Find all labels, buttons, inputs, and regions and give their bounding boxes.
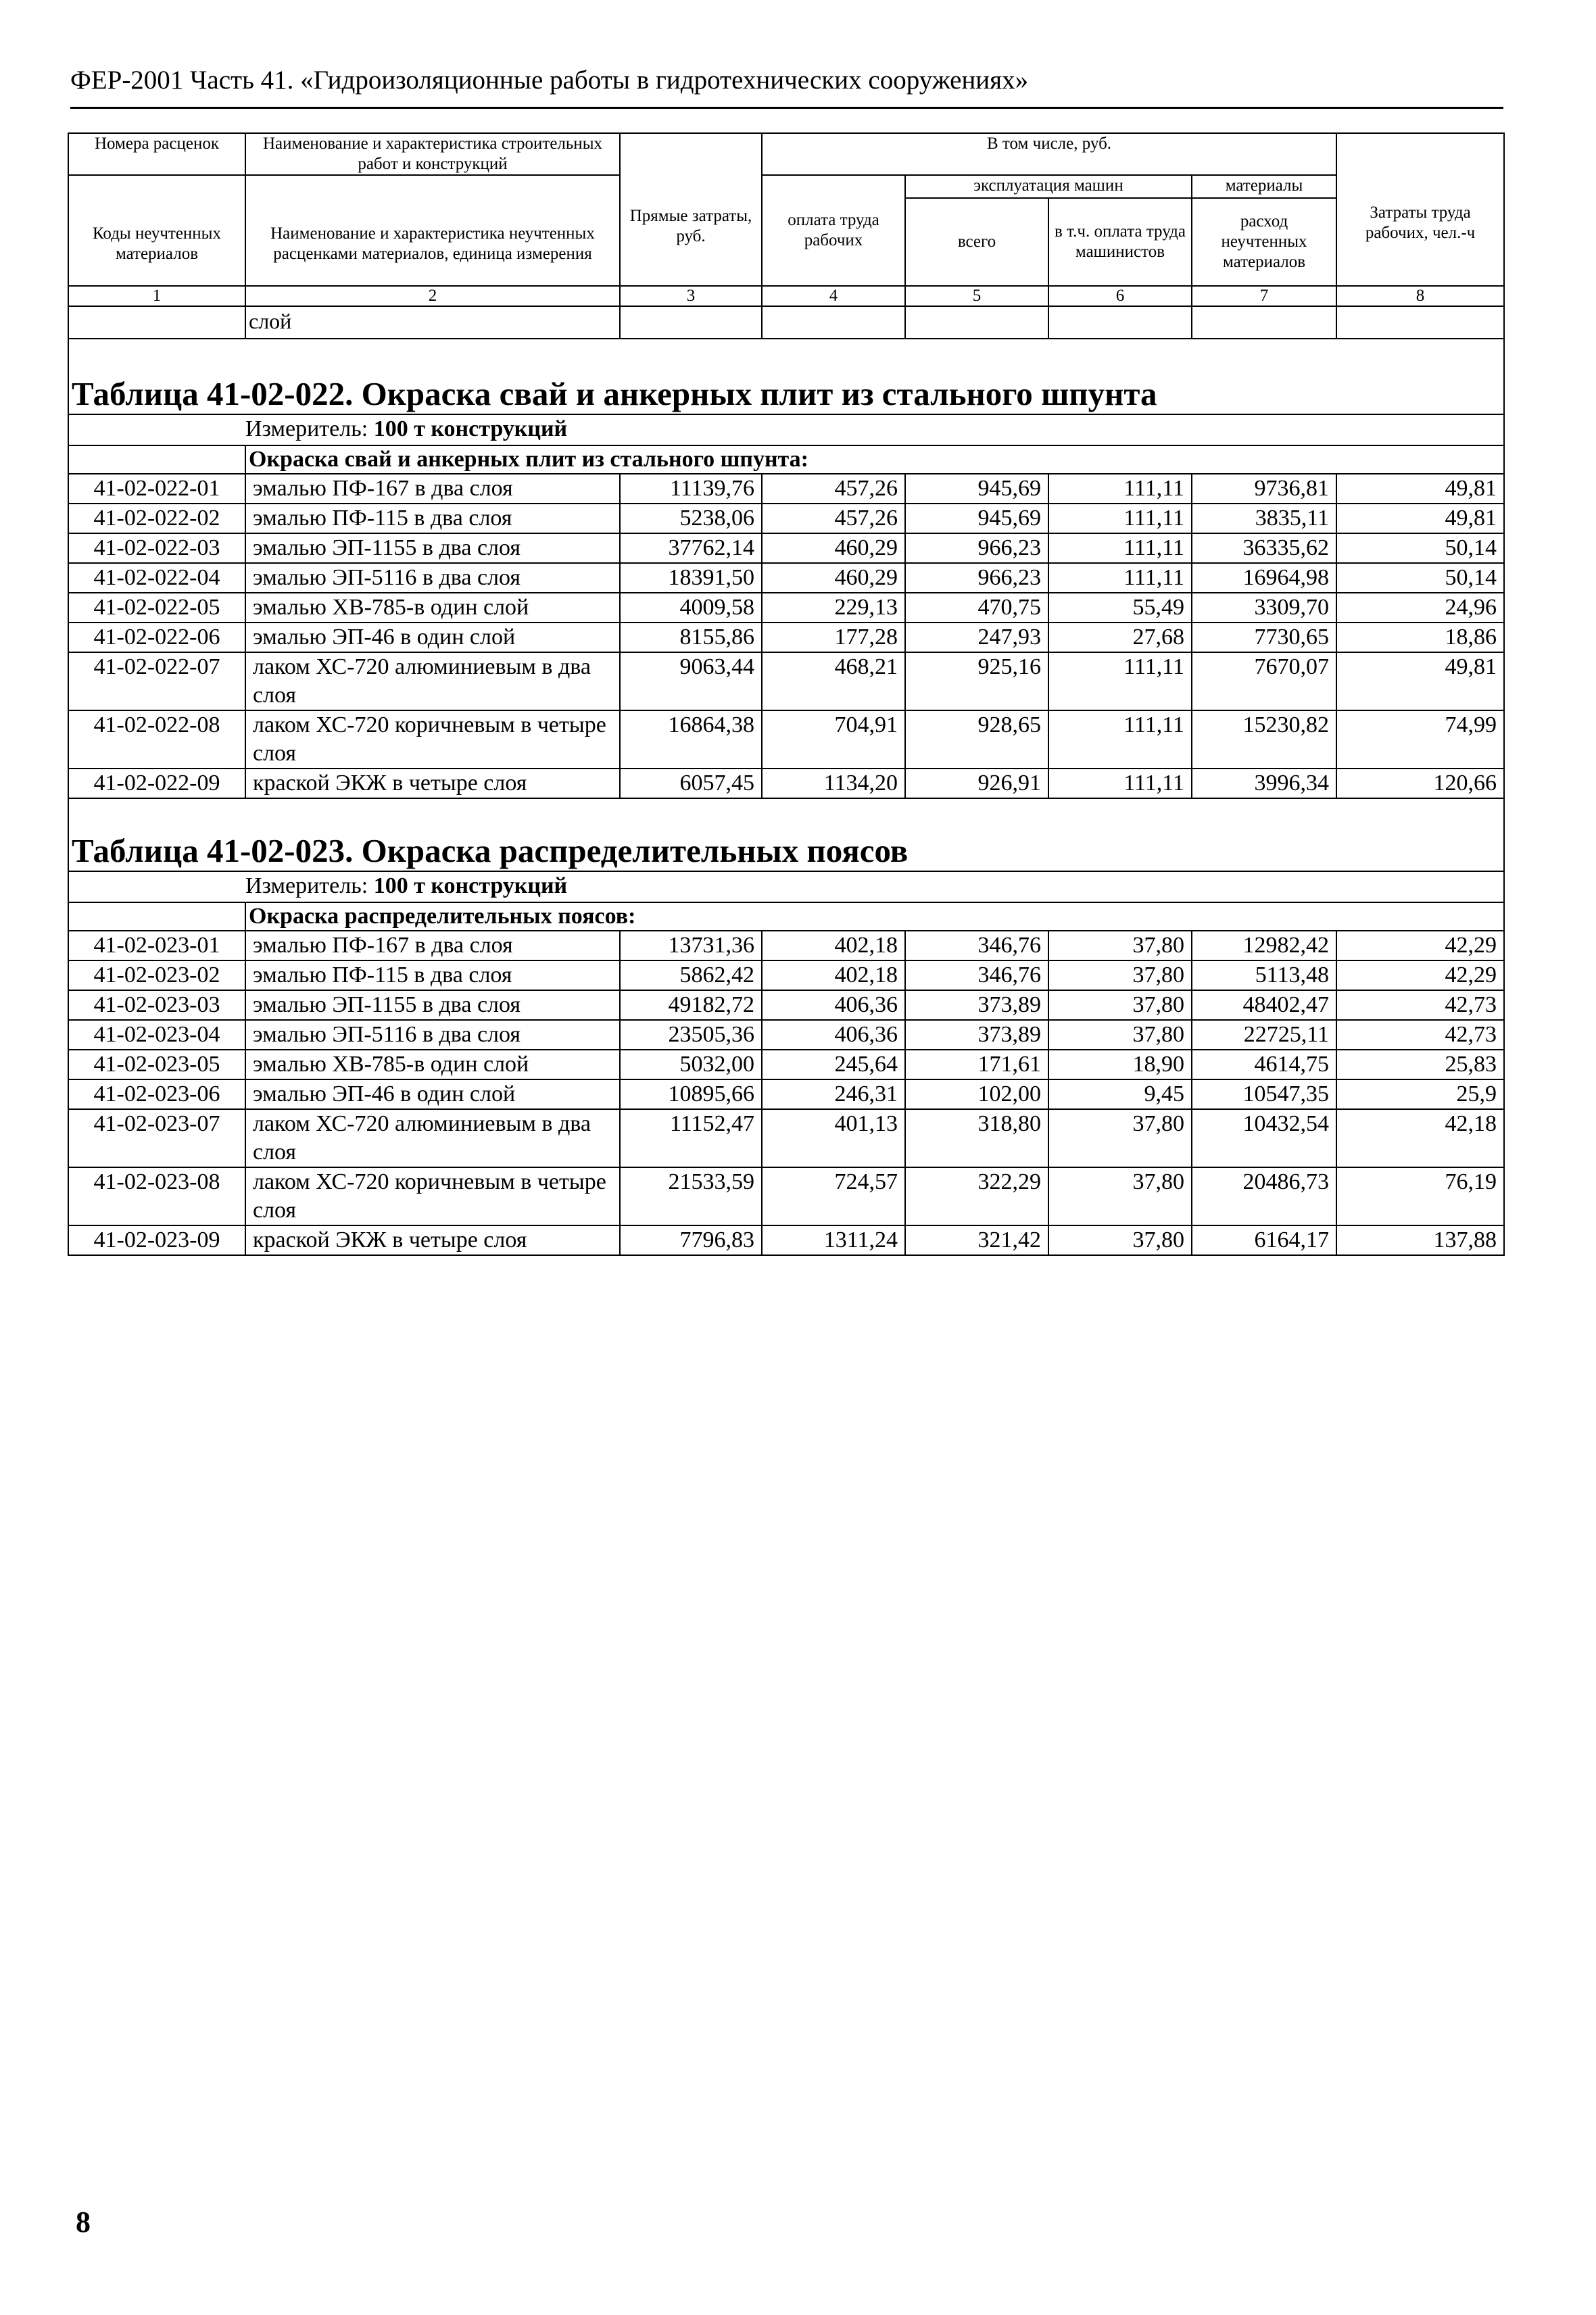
rate-code: 41-02-022-06 — [68, 623, 245, 652]
machines-total: 945,69 — [905, 474, 1048, 504]
machinist-pay: 111,11 — [1048, 769, 1192, 798]
direct-costs: 18391,50 — [620, 563, 762, 593]
material-cost: 10547,35 — [1192, 1079, 1336, 1109]
material-cost: 7730,65 — [1192, 623, 1336, 652]
machinist-pay: 37,80 — [1048, 1167, 1192, 1225]
work-name: эмалью ЭП-46 в один слой — [245, 623, 620, 652]
direct-costs: 5862,42 — [620, 960, 762, 990]
labor-hours: 137,88 — [1336, 1225, 1504, 1255]
hdr-work-name: Наименование и характеристика строительных работ и конструкций — [245, 133, 620, 175]
rate-code: 41-02-022-09 — [68, 769, 245, 798]
hdr-materials: материалы — [1192, 175, 1336, 198]
rate-code: 41-02-023-07 — [68, 1109, 245, 1167]
material-cost: 20486,73 — [1192, 1167, 1336, 1225]
work-name: лаком ХС-720 коричневым в четыре слоя — [245, 710, 620, 769]
machines-total: 102,00 — [905, 1079, 1048, 1109]
work-name: эмалью ПФ-167 в два слоя — [245, 474, 620, 504]
hdr-rate-numbers: Номера расценок — [68, 133, 245, 175]
hdr-material-codes: Коды неучтенных материалов — [68, 175, 245, 286]
page-number: 8 — [76, 2206, 91, 2239]
labor-hours: 120,66 — [1336, 769, 1504, 798]
rows-022 — [68, 474, 1504, 798]
material-cost: 16964,98 — [1192, 563, 1336, 593]
material-cost: 36335,62 — [1192, 533, 1336, 563]
hdr-machines: эксплуатация машин — [905, 175, 1192, 198]
work-name: эмалью ЭП-5116 в два слоя — [245, 563, 620, 593]
machinist-pay: 27,68 — [1048, 623, 1192, 652]
machinist-pay: 111,11 — [1048, 533, 1192, 563]
rate-code: 41-02-022-05 — [68, 593, 245, 623]
direct-costs: 5238,06 — [620, 504, 762, 533]
machinist-pay: 37,80 — [1048, 1020, 1192, 1050]
direct-costs: 49182,72 — [620, 990, 762, 1020]
rates-table — [68, 132, 1505, 1256]
rate-code: 41-02-022-03 — [68, 533, 245, 563]
hdr-material-usage: расход неучтенных материалов — [1192, 198, 1336, 286]
machines-total: 966,23 — [905, 533, 1048, 563]
material-cost: 7670,07 — [1192, 652, 1336, 710]
direct-costs: 10895,66 — [620, 1079, 762, 1109]
machinist-pay: 37,80 — [1048, 990, 1192, 1020]
machines-total: 318,80 — [905, 1109, 1048, 1167]
measure-value: 100 т конструкций — [373, 416, 568, 441]
work-name: эмалью ЭП-46 в один слой — [245, 1079, 620, 1109]
col-number: 8 — [1336, 286, 1504, 306]
direct-costs: 23505,36 — [620, 1020, 762, 1050]
work-name: лаком ХС-720 коричневым в четыре слоя — [245, 1167, 620, 1225]
material-cost: 48402,47 — [1192, 990, 1336, 1020]
machines-total: 966,23 — [905, 563, 1048, 593]
rate-code: 41-02-023-08 — [68, 1167, 245, 1225]
rate-code: 41-02-023-06 — [68, 1079, 245, 1109]
direct-costs: 11139,76 — [620, 474, 762, 504]
machines-total: 945,69 — [905, 504, 1048, 533]
labor-hours: 18,86 — [1336, 623, 1504, 652]
machines-total: 346,76 — [905, 960, 1048, 990]
labor-hours: 25,9 — [1336, 1079, 1504, 1109]
col-number: 1 — [68, 286, 245, 306]
hdr-machines-total: всего — [905, 198, 1048, 286]
direct-costs: 13731,36 — [620, 931, 762, 960]
work-name: эмалью ЭП-1155 в два слоя — [245, 533, 620, 563]
labor-hours: 49,81 — [1336, 474, 1504, 504]
labor-hours: 42,29 — [1336, 931, 1504, 960]
machinist-pay: 9,45 — [1048, 1079, 1192, 1109]
col-number: 2 — [245, 286, 620, 306]
worker-pay: 177,28 — [762, 623, 905, 652]
worker-pay: 406,36 — [762, 1020, 905, 1050]
table-row — [68, 474, 1504, 504]
table-row — [68, 593, 1504, 623]
work-name: эмалью ЭП-1155 в два слоя — [245, 990, 620, 1020]
measure-label: Измеритель: — [245, 873, 368, 898]
labor-hours: 25,83 — [1336, 1050, 1504, 1079]
col-number: 3 — [620, 286, 762, 306]
hdr-worker-pay: оплата труда рабочих — [762, 175, 905, 286]
labor-hours: 76,19 — [1336, 1167, 1504, 1225]
direct-costs: 4009,58 — [620, 593, 762, 623]
rate-code: 41-02-023-01 — [68, 931, 245, 960]
labor-hours: 42,73 — [1336, 1020, 1504, 1050]
rate-code: 41-02-022-07 — [68, 652, 245, 710]
measure-label: Измеритель: — [245, 416, 368, 441]
direct-costs: 6057,45 — [620, 769, 762, 798]
worker-pay: 402,18 — [762, 931, 905, 960]
carryover-text: слой — [245, 306, 620, 339]
labor-hours: 49,81 — [1336, 652, 1504, 710]
worker-pay: 401,13 — [762, 1109, 905, 1167]
table-row — [68, 623, 1504, 652]
worker-pay: 229,13 — [762, 593, 905, 623]
work-name: эмалью ПФ-115 в два слоя — [245, 960, 620, 990]
machines-total: 321,42 — [905, 1225, 1048, 1255]
material-cost: 4614,75 — [1192, 1050, 1336, 1079]
table-row — [68, 769, 1504, 798]
hdr-machinist-pay: в т.ч. оплата труда машинистов — [1048, 198, 1192, 286]
measure-023 — [245, 871, 1504, 902]
work-name: эмалью ЭП-5116 в два слоя — [245, 1020, 620, 1050]
material-cost: 15230,82 — [1192, 710, 1336, 769]
machinist-pay: 37,80 — [1048, 1109, 1192, 1167]
labor-hours: 50,14 — [1336, 563, 1504, 593]
material-cost: 5113,48 — [1192, 960, 1336, 990]
worker-pay: 457,26 — [762, 474, 905, 504]
measure-value: 100 т конструкций — [373, 873, 568, 898]
rate-code: 41-02-022-08 — [68, 710, 245, 769]
worker-pay: 402,18 — [762, 960, 905, 990]
machinist-pay: 111,11 — [1048, 474, 1192, 504]
table-row — [68, 1109, 1504, 1167]
machinist-pay: 111,11 — [1048, 710, 1192, 769]
direct-costs: 5032,00 — [620, 1050, 762, 1079]
table-title-022: Таблица 41-02-022. Окраска свай и анкерных плит из стального шпунта — [72, 375, 1157, 412]
hdr-direct-costs: Прямые затраты, руб. — [620, 133, 762, 286]
table-row — [68, 960, 1504, 990]
material-cost: 3835,11 — [1192, 504, 1336, 533]
machinist-pay: 37,80 — [1048, 960, 1192, 990]
direct-costs: 11152,47 — [620, 1109, 762, 1167]
hdr-material-name: Наименование и характеристика неучтенных расценками материалов, единица измерения — [245, 175, 620, 286]
machines-total: 247,93 — [905, 623, 1048, 652]
table-row — [68, 1079, 1504, 1109]
work-name: эмалью ПФ-167 в два слоя — [245, 931, 620, 960]
rate-code: 41-02-022-04 — [68, 563, 245, 593]
machinist-pay: 111,11 — [1048, 652, 1192, 710]
labor-hours: 50,14 — [1336, 533, 1504, 563]
worker-pay: 245,64 — [762, 1050, 905, 1079]
work-name: эмалью ХВ-785-в один слой — [245, 593, 620, 623]
material-cost: 3309,70 — [1192, 593, 1336, 623]
machinist-pay: 111,11 — [1048, 504, 1192, 533]
rate-code: 41-02-022-01 — [68, 474, 245, 504]
table-row — [68, 1050, 1504, 1079]
worker-pay: 460,29 — [762, 563, 905, 593]
direct-costs: 37762,14 — [620, 533, 762, 563]
worker-pay: 724,57 — [762, 1167, 905, 1225]
worker-pay: 246,31 — [762, 1079, 905, 1109]
col-number: 4 — [762, 286, 905, 306]
machines-total: 926,91 — [905, 769, 1048, 798]
labor-hours: 49,81 — [1336, 504, 1504, 533]
rows-023 — [68, 931, 1504, 1255]
table-row — [68, 504, 1504, 533]
col-number: 5 — [905, 286, 1048, 306]
table-row — [68, 1167, 1504, 1225]
material-cost: 9736,81 — [1192, 474, 1336, 504]
worker-pay: 1311,24 — [762, 1225, 905, 1255]
machines-total: 171,61 — [905, 1050, 1048, 1079]
material-cost: 3996,34 — [1192, 769, 1336, 798]
work-name: эмалью ХВ-785-в один слой — [245, 1050, 620, 1079]
material-cost: 22725,11 — [1192, 1020, 1336, 1050]
machinist-pay: 18,90 — [1048, 1050, 1192, 1079]
machinist-pay: 55,49 — [1048, 593, 1192, 623]
table-row — [68, 1020, 1504, 1050]
work-name: лаком ХС-720 алюминиевым в два слоя — [245, 1109, 620, 1167]
machines-total: 346,76 — [905, 931, 1048, 960]
measure-022 — [245, 414, 1504, 445]
labor-hours: 42,18 — [1336, 1109, 1504, 1167]
direct-costs: 16864,38 — [620, 710, 762, 769]
rate-code: 41-02-022-02 — [68, 504, 245, 533]
direct-costs: 9063,44 — [620, 652, 762, 710]
table-row — [68, 1225, 1504, 1255]
table-row — [68, 990, 1504, 1020]
hdr-including: В том числе, руб. — [762, 133, 1336, 175]
direct-costs: 21533,59 — [620, 1167, 762, 1225]
section-title-022: Окраска свай и анкерных плит из стального шпунта: — [245, 445, 1504, 474]
table-title-023: Таблица 41-02-023. Окраска распределительных поясов — [72, 832, 909, 869]
worker-pay: 406,36 — [762, 990, 905, 1020]
page-header: ФЕР-2001 Часть 41. «Гидроизоляционные работы в гидротехнических сооружениях» — [70, 66, 1029, 95]
material-cost: 10432,54 — [1192, 1109, 1336, 1167]
labor-hours: 42,29 — [1336, 960, 1504, 990]
header-rule — [70, 107, 1503, 109]
worker-pay: 1134,20 — [762, 769, 905, 798]
col-number: 7 — [1192, 286, 1336, 306]
rate-code: 41-02-023-09 — [68, 1225, 245, 1255]
direct-costs: 7796,83 — [620, 1225, 762, 1255]
machines-total: 470,75 — [905, 593, 1048, 623]
work-name: краской ЭКЖ в четыре слоя — [245, 1225, 620, 1255]
machinist-pay: 111,11 — [1048, 563, 1192, 593]
machines-total: 373,89 — [905, 1020, 1048, 1050]
table-row — [68, 710, 1504, 769]
machines-total: 928,65 — [905, 710, 1048, 769]
rate-code: 41-02-023-04 — [68, 1020, 245, 1050]
work-name: краской ЭКЖ в четыре слоя — [245, 769, 620, 798]
machines-total: 322,29 — [905, 1167, 1048, 1225]
labor-hours: 42,73 — [1336, 990, 1504, 1020]
rate-code: 41-02-023-03 — [68, 990, 245, 1020]
machinist-pay: 37,80 — [1048, 931, 1192, 960]
col-number: 6 — [1048, 286, 1192, 306]
labor-hours: 74,99 — [1336, 710, 1504, 769]
table-row — [68, 533, 1504, 563]
labor-hours: 24,96 — [1336, 593, 1504, 623]
direct-costs: 8155,86 — [620, 623, 762, 652]
worker-pay: 460,29 — [762, 533, 905, 563]
machines-total: 373,89 — [905, 990, 1048, 1020]
work-name: эмалью ПФ-115 в два слоя — [245, 504, 620, 533]
worker-pay: 704,91 — [762, 710, 905, 769]
worker-pay: 468,21 — [762, 652, 905, 710]
table-row — [68, 563, 1504, 593]
table-row — [68, 652, 1504, 710]
rate-code: 41-02-023-02 — [68, 960, 245, 990]
table-row — [68, 931, 1504, 960]
hdr-labor-hours: Затраты труда рабочих, чел.-ч — [1336, 133, 1504, 286]
worker-pay: 457,26 — [762, 504, 905, 533]
rate-code: 41-02-023-05 — [68, 1050, 245, 1079]
machinist-pay: 37,80 — [1048, 1225, 1192, 1255]
material-cost: 6164,17 — [1192, 1225, 1336, 1255]
section-title-023: Окраска распределительных поясов: — [245, 902, 1504, 931]
work-name: лаком ХС-720 алюминиевым в два слоя — [245, 652, 620, 710]
material-cost: 12982,42 — [1192, 931, 1336, 960]
machines-total: 925,16 — [905, 652, 1048, 710]
